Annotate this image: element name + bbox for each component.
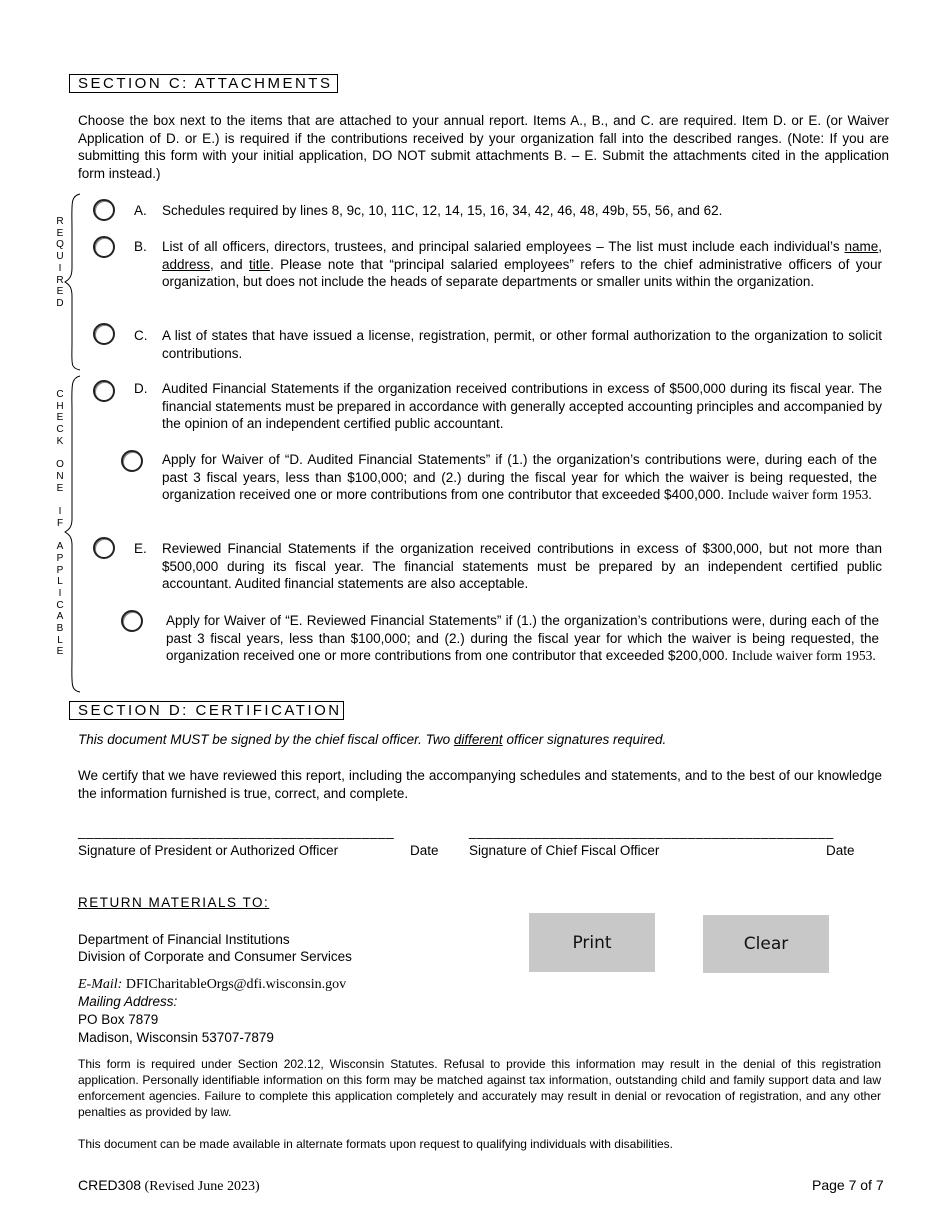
cfo-date-label: Date	[826, 843, 855, 858]
required-vertical-label: R E Q U I R E D	[56, 216, 64, 309]
division-name: Division of Corporate and Consumer Services	[78, 949, 352, 964]
waiver-e-radio[interactable]	[121, 610, 143, 632]
item-b-radio[interactable]	[93, 236, 115, 258]
item-c-text: A list of states that have issued a license, registration, permit, or other formal authorization to the organization to solicit contributions.	[162, 328, 882, 361]
must-sign-note: This document MUST be signed by the chief fiscal officer. Two different officer signatures required.	[78, 732, 667, 747]
waiver-d-text: Apply for Waiver of “D. Audited Financial Statements” if (1.) the organization’s contributions were, during each of the past 3 fiscal years, less than $100,000; and (2.) during the fiscal year for which the waiver is being requested, the organization received one or more contributions from one contributor that exceeded $400,000. Include waiver form 1953.	[162, 452, 877, 502]
page-number: Page 7 of 7	[812, 1177, 884, 1193]
item-b-text: List of all officers, directors, trustees, and principal salaried employees – The list must include each individual’s name, address, and title. Please note that “principal salaried employees” refers to the chief administrative officers of your organization, but does not include the heads of separate departments or smaller units within the organization.	[162, 239, 882, 289]
mailing-address-label: Mailing Address:	[78, 994, 178, 1009]
email-line: E-Mail: DFICharitableOrgs@dfi.wisconsin.gov	[78, 977, 347, 992]
section-d-title: SECTION D: CERTIFICATION	[69, 701, 344, 720]
president-signature-line[interactable]: _______________________________________	[78, 824, 395, 839]
item-c-radio[interactable]	[93, 323, 115, 345]
item-d-radio[interactable]	[93, 380, 115, 402]
certify-statement: We certify that we have reviewed this report, including the accompanying schedules and statements, and to the best of our knowledge the information furnished is true, correct, and complete.	[78, 768, 882, 801]
waiver-e-text: Apply for Waiver of “E. Reviewed Financial Statements” if (1.) the organization’s contributions were, during each of the past 3 fiscal years, less than $100,000; and (2.) during the fiscal year for which the waiver is being requested, the organization received one or more contributions from one contributor that exceeded $200,000. Include waiver form 1953.	[166, 613, 879, 663]
item-b-letter: B.	[134, 239, 147, 254]
email-address[interactable]: DFICharitableOrgs@dfi.wisconsin.gov	[122, 977, 347, 992]
president-date-label: Date	[410, 843, 439, 858]
section-c-title: SECTION C: ATTACHMENTS	[69, 74, 338, 93]
section-c-intro: Choose the box next to the items that are attached to your annual report. Items A., B., and C. are required. Item D. or E. (or Waiver Application of D. or E.) is required if the contributions received by your organization fall into the described ranges. (Note: If you are submitting this form with your initial application, DO NOT submit attachments B. – E. Submit the attachments cited in the application form instead.)	[78, 113, 889, 181]
item-a-radio[interactable]	[93, 199, 115, 221]
item-e-radio[interactable]	[93, 537, 115, 559]
alternate-formats-notice: This document can be made available in alternate formats upon request to qualifying individuals with disabilities.	[78, 1137, 674, 1151]
legal-notice: This form is required under Section 202.12, Wisconsin Statutes. Refusal to provide this information may result in the denial of this registration application. Personally identifiable information on this form may be matched against tax information, outstanding child and family support data and law enforcement agencies. Failure to complete this application completely and accurately may result in denial or revocation of registration, and any other penalties as provided by law.	[78, 1057, 881, 1119]
item-d-letter: D.	[134, 381, 148, 396]
form-id: CRED308 (Revised June 2023)	[78, 1177, 260, 1194]
department-name: Department of Financial Institutions	[78, 932, 290, 947]
return-materials-heading: RETURN MATERIALS TO:	[78, 895, 270, 910]
waiver-d-radio[interactable]	[121, 450, 143, 472]
cfo-signature-line[interactable]: _____________________________________________	[469, 824, 834, 839]
item-e-letter: E.	[134, 541, 147, 556]
president-signature-label: Signature of President or Authorized Officer	[78, 843, 339, 858]
item-e-text: Reviewed Financial Statements if the organization received contributions in excess of $300,000, but not more than $500,000 during its fiscal year. The financial statements must be prepared by an independent certified public accountant. Audited financial statements are also acceptable.	[162, 541, 882, 591]
cfo-signature-label: Signature of Chief Fiscal Officer	[469, 843, 660, 858]
item-a-letter: A.	[134, 203, 147, 218]
check-one-vertical-label: C H E C K O N E I F A P P L I C A B L E	[56, 389, 64, 658]
print-button[interactable]: Print	[529, 913, 655, 972]
item-c-letter: C.	[134, 328, 148, 343]
item-a-text: Schedules required by lines 8, 9c, 10, 11C, 12, 14, 15, 16, 34, 42, 46, 48, 49b, 55, 56, and 62.	[162, 203, 723, 218]
clear-button[interactable]: Clear	[703, 915, 829, 973]
city-state-zip: Madison, Wisconsin 53707-7879	[78, 1030, 274, 1045]
item-d-text: Audited Financial Statements if the organization received contributions in excess of $500,000 during its fiscal year. The financial statements must be prepared in accordance with generally accepted accounting principles and accompanied by the opinion of an independent certified public accountant.	[162, 381, 882, 431]
po-box: PO Box 7879	[78, 1012, 159, 1027]
